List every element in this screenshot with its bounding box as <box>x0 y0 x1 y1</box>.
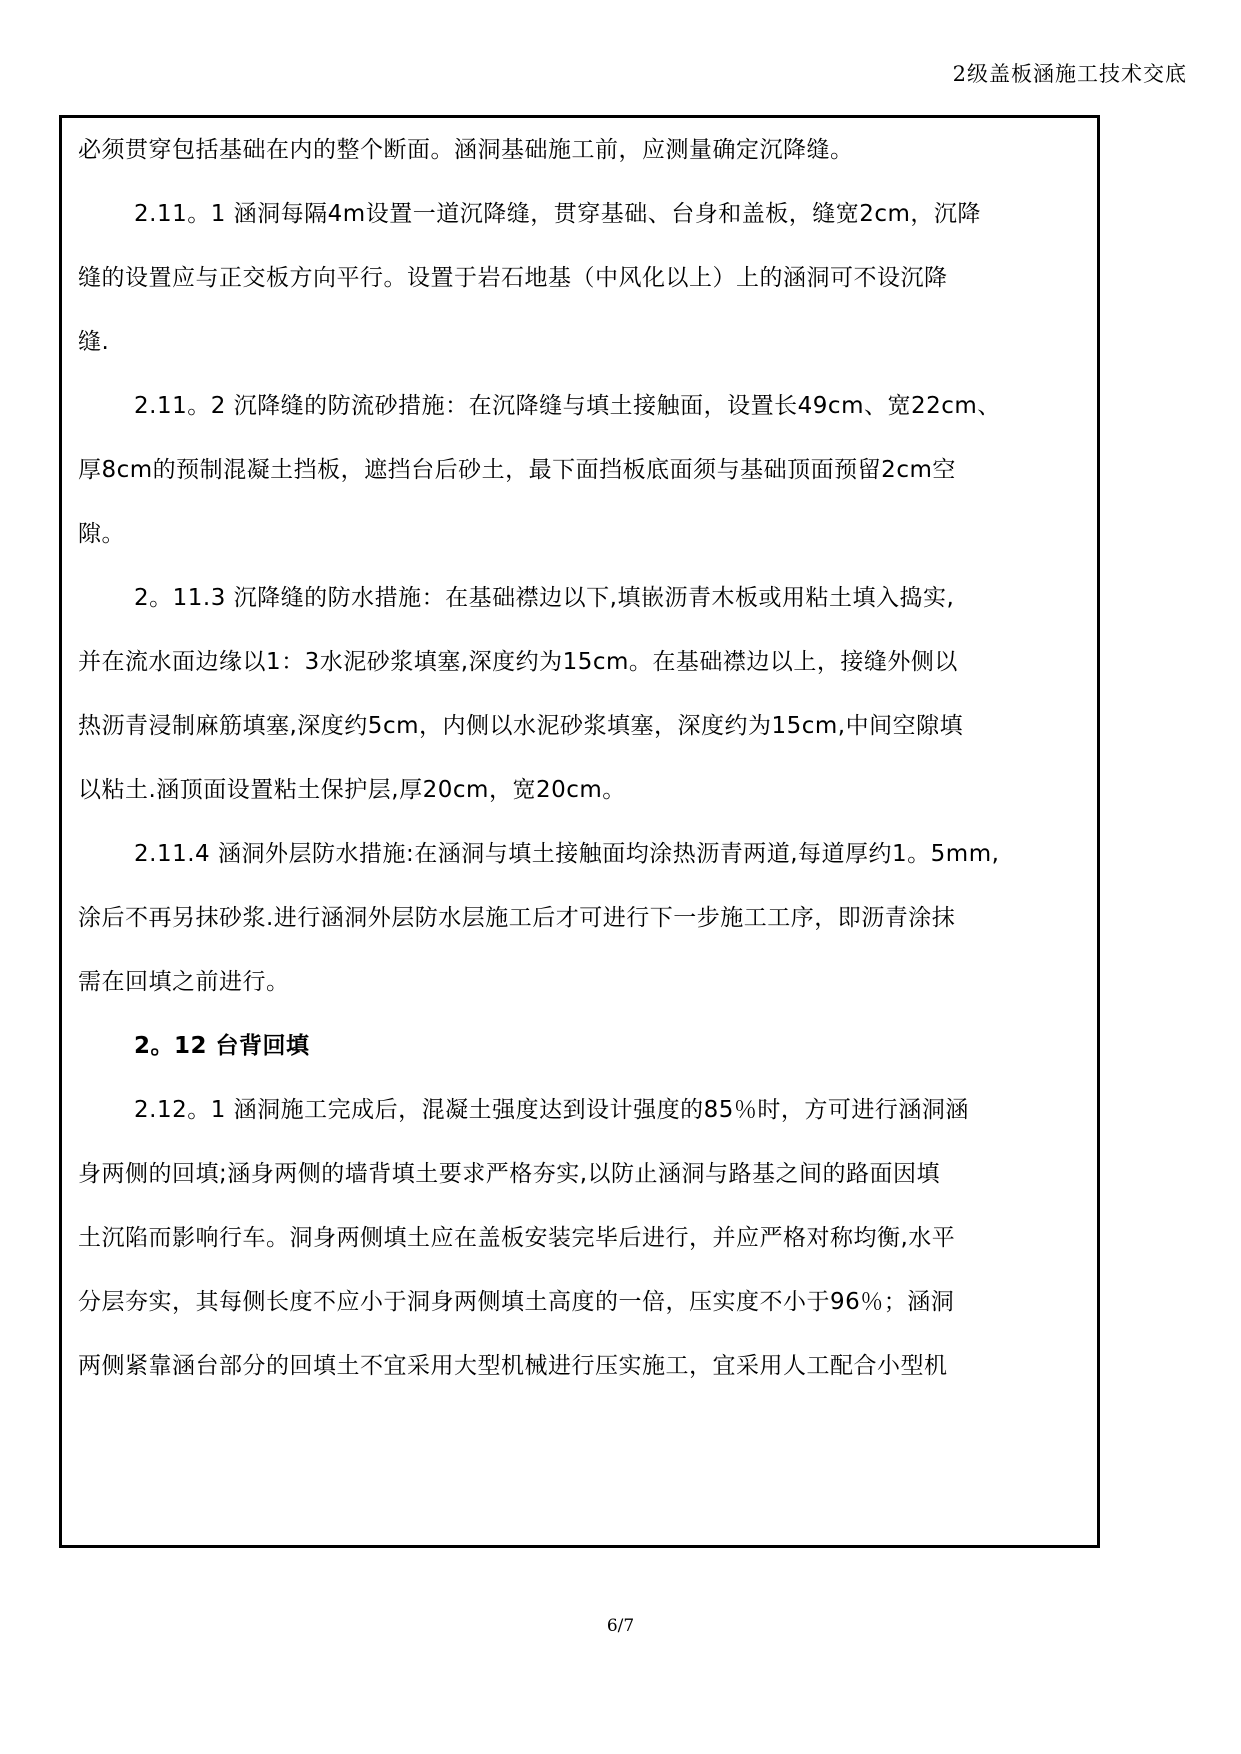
text-line: 涂后不再另抹砂浆.进行涵洞外层防水层施工后才可进行下一步施工工序，即沥青涂抹 <box>78 905 956 931</box>
text-line: 土沉陷而影响行车。洞身两侧填土应在盖板安装完毕后进行，并应严格对称均衡,水平 <box>78 1225 956 1251</box>
document-header-title: 2级盖板涵施工技术交底 <box>952 62 1187 86</box>
text-line: 2.11.4 涵洞外层防水措施:在涵洞与填土接触面均涂热沥青两道,每道厚约1。5mm, <box>134 841 1000 867</box>
text-line: 2.11。2 沉降缝的防流砂措施：在沉降缝与填土接触面，设置长49cm、宽22cm、 <box>134 393 1001 419</box>
text-line: 隙。 <box>78 521 125 547</box>
text-line: 分层夯实，其每侧长度不应小于洞身两侧填土高度的一倍，压实度不小于96％；涵洞 <box>78 1289 955 1315</box>
text-line: 缝. <box>78 329 110 355</box>
text-line: 并在流水面边缘以1：3水泥砂浆填塞,深度约为15cm。在基础襟边以上，接缝外侧以 <box>78 649 958 675</box>
text-line: 需在回填之前进行。 <box>78 969 290 995</box>
text-line: 2.11。1 涵洞每隔4m设置一道沉降缝，贯穿基础、台身和盖板，缝宽2cm，沉降 <box>134 201 981 227</box>
text-line: 两侧紧靠涵台部分的回填土不宜采用大型机械进行压实施工，宜采用人工配合小型机 <box>78 1353 948 1379</box>
text-line: 身两侧的回填;涵身两侧的墙背填土要求严格夯实,以防止涵洞与路基之间的路面因填 <box>78 1161 941 1187</box>
text-line: 缝的设置应与正交板方向平行。设置于岩石地基（中风化以上）上的涵洞可不设沉降 <box>78 265 948 291</box>
section-heading: 2。12 台背回填 <box>134 1033 310 1059</box>
text-line: 厚8cm的预制混凝土挡板，遮挡台后砂土，最下面挡板底面须与基础顶面预留2cm空 <box>78 457 956 483</box>
page-number: 6/7 <box>606 1616 635 1636</box>
text-line: 2.12。1 涵洞施工完成后，混凝土强度达到设计强度的85％时，方可进行涵洞涵 <box>134 1097 969 1123</box>
text-line: 热沥青浸制麻筋填塞,深度约5cm，内侧以水泥砂浆填塞，深度约为15cm,中间空隙填 <box>78 713 964 739</box>
text-line: 2。11.3 沉降缝的防水措施：在基础襟边以下,填嵌沥青木板或用粘土填入捣实, <box>134 585 955 611</box>
text-line: 以粘土.涵顶面设置粘土保护层,厚20cm，宽20cm。 <box>78 777 626 803</box>
content-box <box>59 115 1100 1548</box>
text-line: 必须贯穿包括基础在内的整个断面。涵洞基础施工前，应测量确定沉降缝。 <box>78 137 854 163</box>
body-text <box>78 118 1085 1398</box>
